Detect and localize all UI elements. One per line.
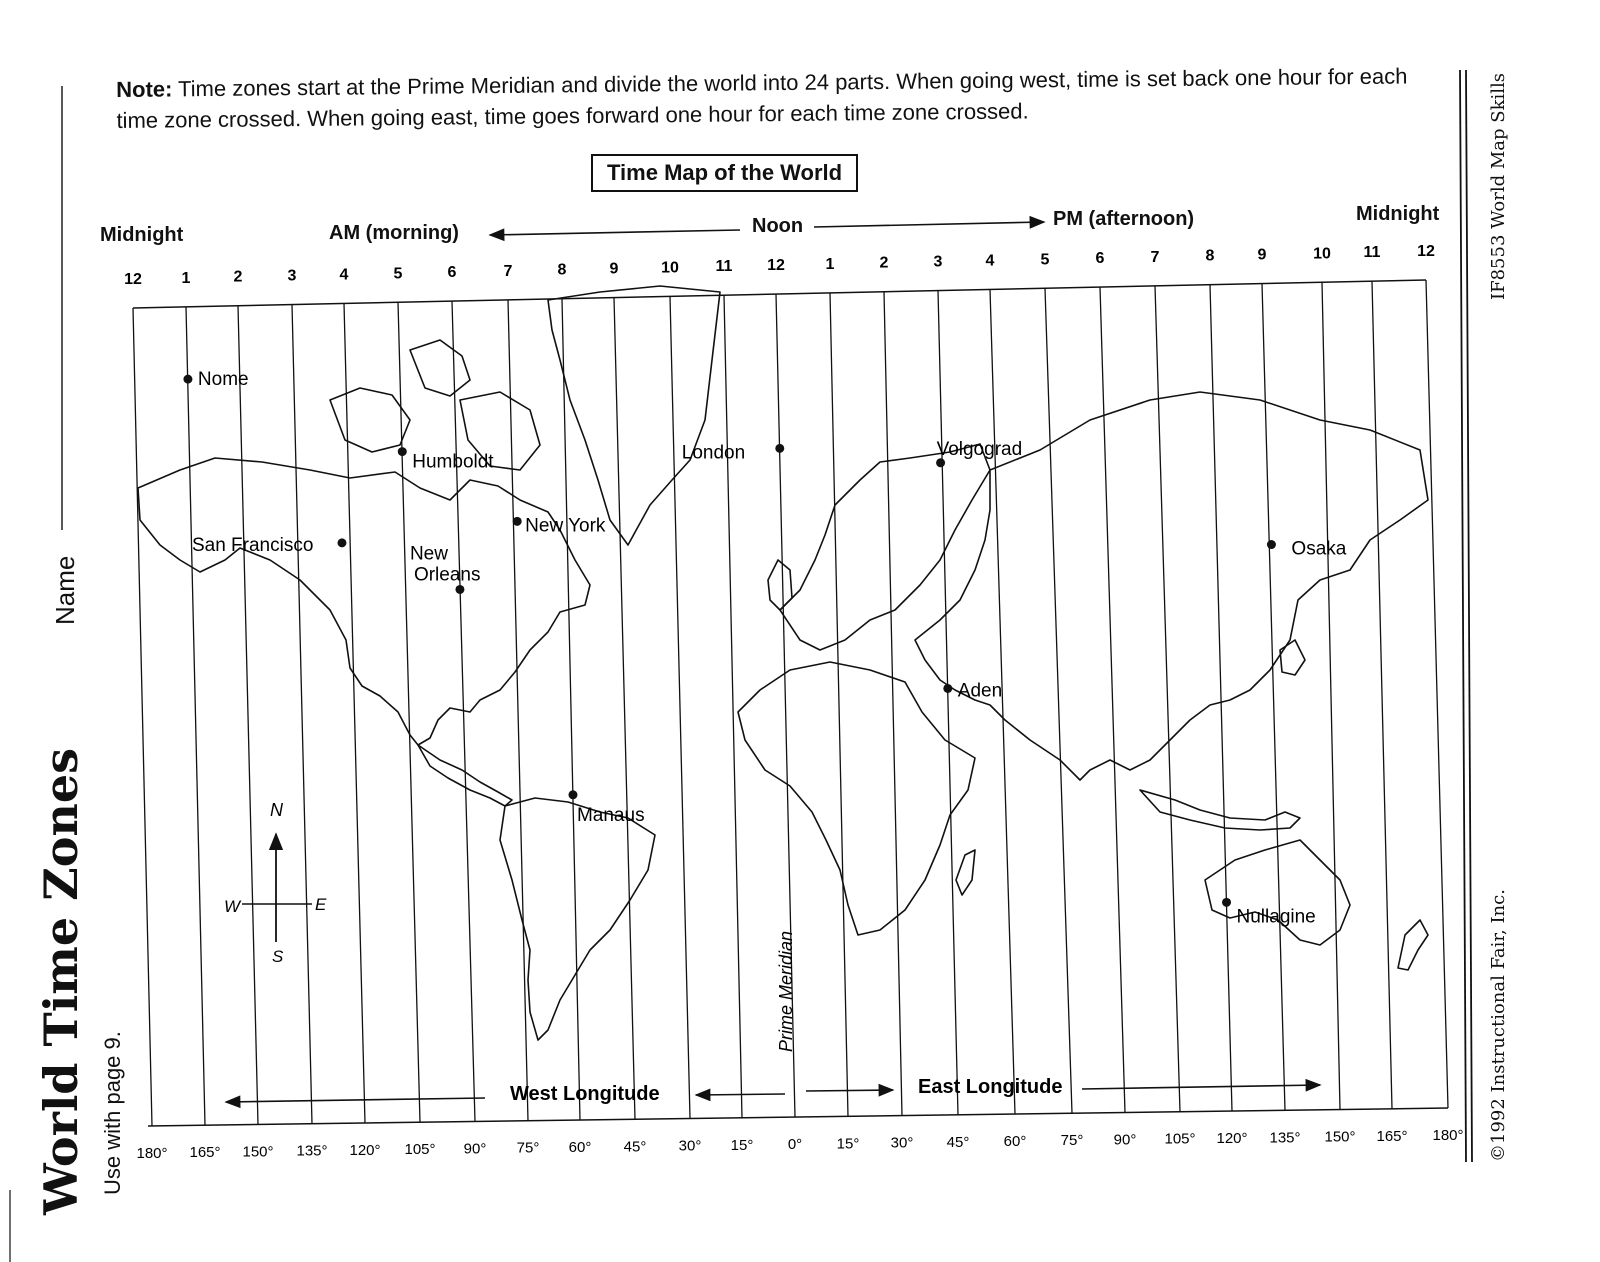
japan-outline (1280, 640, 1305, 675)
new-zealand-outline (1398, 920, 1428, 970)
longitude-label: 45° (946, 1133, 970, 1151)
pm-arrow (814, 222, 1044, 227)
city-aden (943, 680, 1002, 701)
meridian-line (1372, 281, 1392, 1109)
hour-label: 3 (933, 253, 943, 271)
map-title: Time Map of the World (591, 154, 858, 192)
longitude-label: 105° (1164, 1130, 1196, 1148)
hour-label: 11 (1363, 244, 1381, 262)
hour-label: 9 (1257, 246, 1267, 264)
hour-label: 3 (287, 267, 297, 285)
city-new-york (513, 515, 606, 536)
longitude-label: 135° (1269, 1129, 1301, 1147)
west-longitude-label: West Longitude (510, 1083, 660, 1105)
meridian-line (670, 296, 690, 1118)
british-isles-outline (768, 560, 792, 610)
hour-label: 8 (1205, 247, 1215, 265)
product-code: IF8553 World Map Skills (1488, 72, 1509, 300)
name-field-label: Name (50, 555, 80, 625)
hour-label: 5 (1040, 251, 1050, 269)
copyright-notice: ©1992 Instructional Fair, Inc. (1488, 889, 1509, 1162)
city-dot-icon (568, 790, 577, 799)
city-label: Humboldt (412, 451, 494, 473)
hour-label: 1 (825, 255, 835, 273)
city-dot-icon (775, 444, 784, 453)
compass-south-label: S (272, 947, 284, 966)
header-midnight-left: Midnight (100, 224, 184, 246)
note-label: Note: (116, 76, 173, 102)
longitude-label: 90° (463, 1140, 487, 1158)
hour-label: 8 (557, 261, 567, 279)
longitude-label: 15° (836, 1135, 860, 1153)
city-label: San Francisco (191, 534, 314, 556)
header-midnight-right: Midnight (1356, 203, 1440, 225)
meridian-line (614, 298, 635, 1120)
hour-label: 10 (661, 259, 679, 277)
am-arrow (490, 230, 740, 235)
meridian-line (186, 307, 205, 1125)
meridian-line (508, 300, 528, 1121)
meridian-line (1322, 282, 1340, 1109)
use-with-page-note: Use with page 9. (100, 1031, 125, 1195)
west-longitude-arrow (226, 1098, 485, 1102)
longitude-label: 120° (1216, 1129, 1248, 1147)
meridian-line (990, 289, 1015, 1114)
longitude-label: 105° (404, 1141, 436, 1159)
city-dot-icon (455, 585, 464, 594)
north-america-outline (138, 458, 590, 745)
longitude-label: 75° (1060, 1132, 1084, 1150)
longitude-label: 180° (1432, 1127, 1464, 1144)
europe-outline (780, 444, 990, 650)
hour-label: 12 (767, 257, 785, 275)
city-dot-icon (398, 447, 407, 456)
city-label: New York (525, 515, 606, 537)
hour-label: 9 (609, 260, 619, 278)
africa-outline (738, 662, 975, 935)
city-label: New (409, 543, 448, 565)
worksheet-title: World Time Zones (34, 747, 88, 1215)
meridian-line (1155, 286, 1180, 1112)
hour-label: 10 (1313, 245, 1331, 263)
greenland-outline (548, 286, 720, 545)
city-label: Nome (197, 369, 249, 391)
hour-label: 7 (1150, 248, 1160, 266)
city-humboldt (398, 447, 495, 473)
longitude-label: 30° (678, 1137, 702, 1155)
meridian-line (238, 306, 258, 1125)
meridian-line (1100, 287, 1125, 1112)
meridian-line (133, 308, 152, 1126)
hour-label: 1 (181, 269, 191, 287)
hour-label: 7 (503, 262, 513, 280)
city-nome (183, 369, 248, 390)
hour-label: 6 (1095, 250, 1105, 268)
longitude-label: 15° (730, 1136, 754, 1154)
city-label: Aden (957, 680, 1003, 702)
meridian-line (398, 302, 420, 1122)
city-dot-icon (943, 684, 952, 693)
city-dot-icon (183, 375, 192, 384)
madagascar-outline (956, 850, 975, 895)
header-am: AM (morning) (329, 222, 459, 244)
longitude-label: 180° (136, 1144, 168, 1162)
east-longitude-label: East Longitude (918, 1076, 1063, 1098)
city-london (682, 442, 785, 463)
hour-label: 4 (339, 266, 349, 284)
right-margin-rule (1460, 70, 1466, 1162)
longitude-label: 150° (1324, 1128, 1356, 1146)
longitude-label: 165° (1376, 1127, 1408, 1145)
continent-outlines (138, 286, 1428, 1040)
meridian-line (1045, 288, 1072, 1113)
longitude-label: 135° (296, 1142, 328, 1160)
meridian-line (1210, 285, 1232, 1111)
meridian-line (884, 292, 902, 1116)
hour-label: 6 (447, 264, 457, 282)
compass-west-label: W (224, 897, 241, 916)
header-noon: Noon (752, 215, 804, 237)
meridian-line (1426, 280, 1448, 1108)
compass-rose (224, 800, 327, 966)
meridian-line (938, 291, 958, 1115)
hour-label: 11 (715, 258, 733, 276)
hour-label: 5 (393, 265, 403, 283)
hour-label: 12 (124, 271, 142, 288)
hour-label: 4 (985, 252, 995, 270)
longitude-label: 30° (890, 1134, 914, 1152)
city-san-francisco (192, 535, 347, 556)
longitude-label: 90° (1113, 1131, 1137, 1149)
city-label: Manaus (576, 804, 645, 826)
compass-east-label: E (315, 895, 327, 914)
city-dot-icon (337, 538, 346, 547)
hour-label: 2 (879, 254, 889, 272)
longitude-label: 165° (189, 1144, 221, 1162)
hour-labels (124, 243, 1435, 288)
city-label: Nullagine (1236, 906, 1316, 928)
longitude-label: 0° (787, 1136, 803, 1154)
city-dot-icon (513, 517, 522, 526)
east-inner-arrow (806, 1090, 893, 1091)
longitude-labels (136, 1127, 1463, 1162)
west-inner-arrow (696, 1094, 785, 1095)
city-osaka (1267, 539, 1347, 560)
city-label: Osaka (1291, 538, 1347, 560)
prime-meridian-label: Prime Meridian (776, 930, 796, 1052)
meridian-line (724, 295, 742, 1118)
longitude-label: 75° (516, 1139, 540, 1157)
hour-label: 12 (1417, 243, 1435, 260)
longitude-label: 150° (242, 1143, 274, 1161)
longitude-label: 45° (623, 1138, 647, 1156)
city-manaus (568, 790, 644, 826)
meridian-line (344, 303, 365, 1123)
arctic-islands-outline (330, 340, 540, 470)
meridian-line (830, 293, 848, 1116)
header-pm: PM (afternoon) (1053, 208, 1195, 230)
note-text: Time zones start at the Prime Meridian and divide the world into 24 parts. When going west, time is set back one hour for each time zone crossed. When going east, time goes forward one hour for each time zone crossed. (116, 63, 1408, 133)
longitude-label: 60° (568, 1139, 592, 1157)
city-new-orleans (410, 543, 481, 594)
right-margin-rule-inner (1466, 70, 1472, 1162)
compass-north-label: N (270, 800, 283, 820)
city-label: Volgograd (936, 438, 1023, 460)
city-dot-icon (1267, 540, 1276, 549)
meridian-line (292, 305, 312, 1124)
city-nullagine (1222, 898, 1316, 928)
meridian-line (562, 299, 580, 1120)
longitude-label: 60° (1003, 1132, 1027, 1150)
city-label: Orleans (413, 564, 481, 586)
city-label: London (681, 442, 746, 464)
longitude-label: 120° (349, 1141, 381, 1159)
city-dot-icon (1222, 898, 1231, 907)
hour-label: 2 (233, 268, 243, 286)
